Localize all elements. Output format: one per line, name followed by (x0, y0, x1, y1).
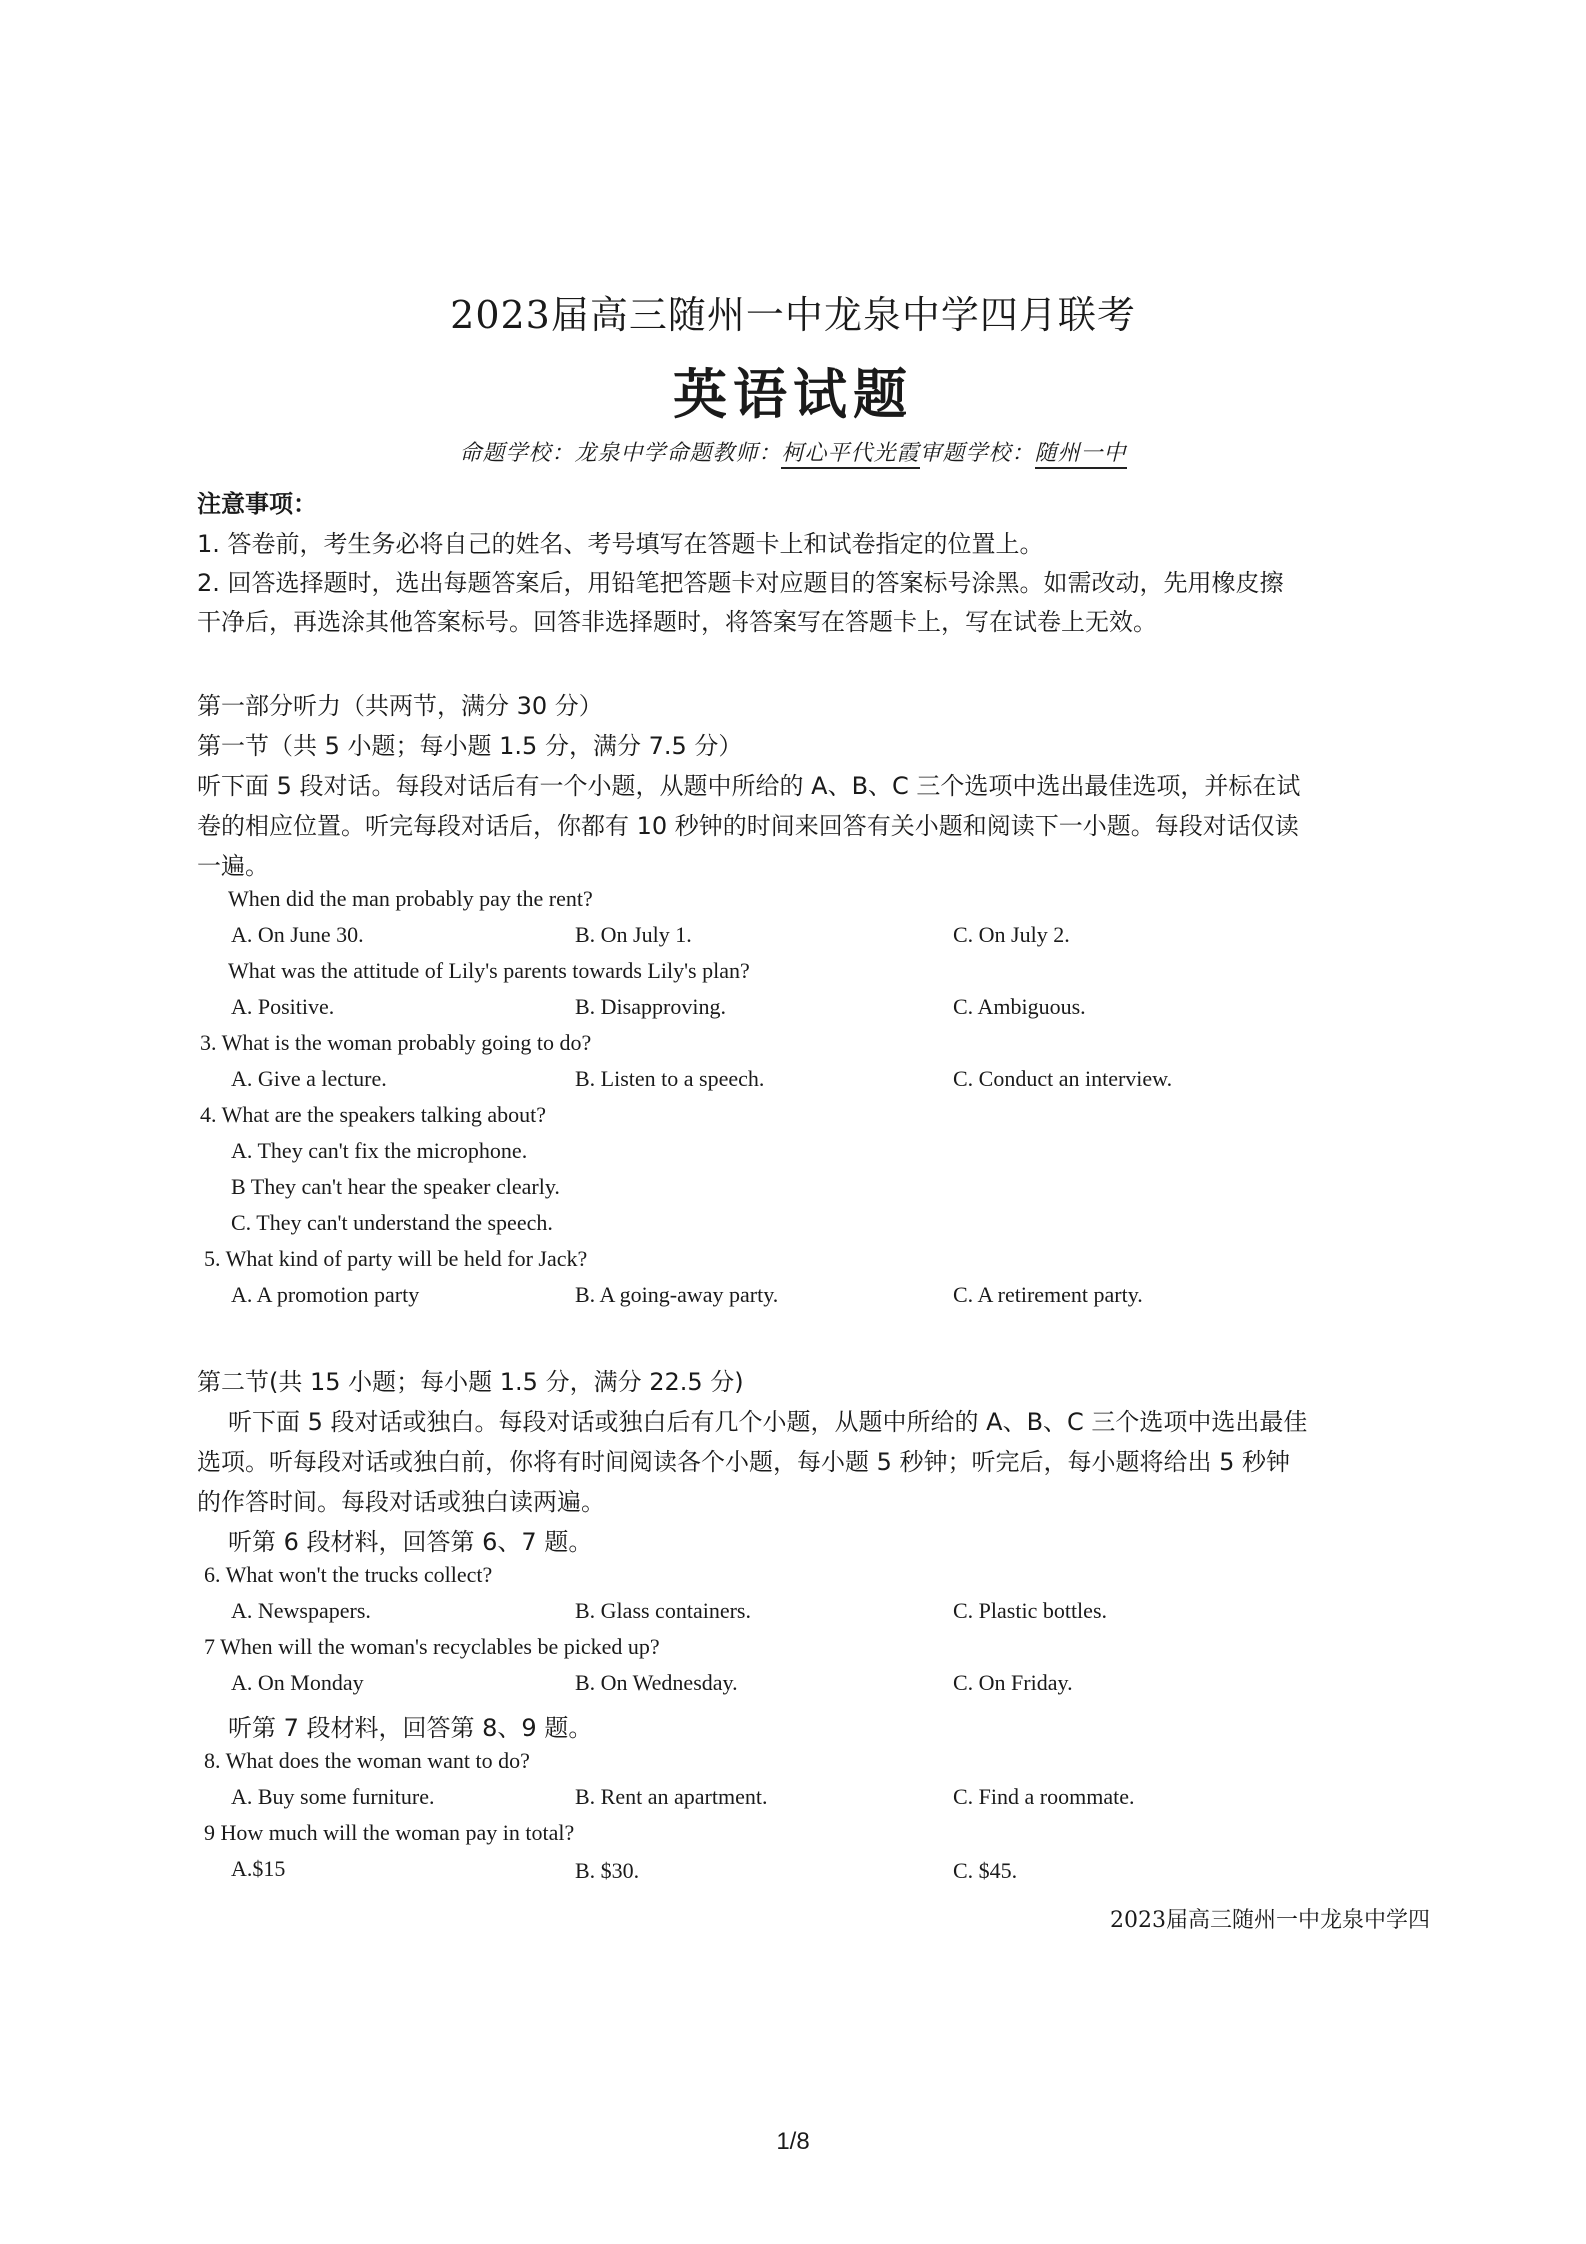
material-6-instruction: 听第 6 段材料，回答第 6、7 题。 (228, 1528, 593, 1556)
question-3-option-c: C. Conduct an interview. (953, 1066, 1173, 1091)
question-6-option-c: C. Plastic bottles. (953, 1598, 1107, 1623)
authors-mid: 审题学校： (919, 441, 1035, 466)
notice-item-2-line-1: 2. 回答选择题时，选出每题答案后，用铅笔把答题卡对应题目的答案标号涂黑。如需改动，先用橡皮擦 (197, 569, 1284, 597)
question-4-option-b: B They can't hear the speaker clearly. (231, 1174, 560, 1199)
authors-line (0, 436, 1586, 467)
section1-instructions-1: 听下面 5 段对话。每段对话后有一个小题，从题中所给的 A、B、C 三个选项中选出最佳选项，并标在试 (197, 772, 1301, 800)
question-6-option-b: B. Glass containers. (575, 1598, 751, 1623)
question-3-option-b: B. Listen to a speech. (575, 1066, 765, 1091)
section2-instructions-2: 选项。听每段对话或独白前，你将有时间阅读各个小题，每小题 5 秒钟；听完后，每小题将给出 5 秒钟 (197, 1448, 1291, 1476)
question-2-stem: What was the attitude of Lily's parents towards Lily's plan? (228, 958, 750, 983)
subject-title: 英语试题 (673, 363, 913, 426)
section2-heading: 第二节(共 15 小题；每小题 1.5 分，满分 22.5 分) (197, 1368, 744, 1396)
running-footer-title: 2023届高三随州一中龙泉中学四 (1110, 1908, 1430, 1933)
question-8-stem: 8. What does the woman want to do? (204, 1748, 530, 1773)
question-3-option-a: A. Give a lecture. (231, 1066, 387, 1091)
question-4-option-a: A. They can't fix the microphone. (231, 1138, 528, 1163)
question-1-stem: When did the man probably pay the rent? (228, 886, 593, 911)
page-number: 1/8 (776, 2128, 810, 2155)
question-5-option-c: C. A retirement party. (953, 1282, 1143, 1307)
section2-instructions-3: 的作答时间。每段对话或独白读两遍。 (197, 1488, 605, 1516)
part1-heading: 第一部分听力（共两节，满分 30 分） (197, 692, 603, 720)
question-9-option-b: B. $30. (575, 1858, 640, 1883)
notice-item-2-line-2: 干净后，再选涂其他答案标号。回答非选择题时，将答案写在答题卡上，写在试卷上无效。 (197, 608, 1157, 636)
question-2-option-b: B. Disapproving. (575, 994, 726, 1019)
question-8-option-a: A. Buy some furniture. (231, 1784, 435, 1809)
question-4-stem: 4. What are the speakers talking about? (200, 1102, 546, 1127)
material-7-instruction: 听第 7 段材料，回答第 8、9 题。 (228, 1714, 593, 1742)
question-5-stem: 5. What kind of party will be held for Jack? (204, 1246, 588, 1271)
question-8-option-b: B. Rent an apartment. (575, 1784, 768, 1809)
question-7-option-a: A. On Monday (231, 1670, 364, 1695)
question-2-option-c: C. Ambiguous. (953, 994, 1086, 1019)
authors-school: 随州一中 (1035, 441, 1127, 469)
question-9-stem: 9 How much will the woman pay in total? (204, 1820, 575, 1845)
question-1-option-a: A. On June 30. (231, 922, 364, 947)
question-4-option-c: C. They can't understand the speech. (231, 1210, 553, 1235)
question-5-option-b: B. A going-away party. (575, 1282, 779, 1307)
section2-instructions-1: 听下面 5 段对话或独白。每段对话或独白后有几个小题，从题中所给的 A、B、C 三个选项中选出最佳 (228, 1408, 1308, 1436)
authors-prefix: 命题学校：龙泉中学命题教师： (459, 441, 782, 466)
exam-title: 2023届高三随州一中龙泉中学四月联考 (450, 293, 1136, 337)
question-5-option-a: A. A promotion party (231, 1282, 420, 1307)
question-3-stem: 3. What is the woman probably going to do? (200, 1030, 592, 1055)
question-1-option-b: B. On July 1. (575, 922, 692, 947)
question-7-option-b: B. On Wednesday. (575, 1670, 738, 1695)
section1-instructions-3: 一遍。 (197, 852, 269, 880)
question-8-option-c: C. Find a roommate. (953, 1784, 1135, 1809)
question-9-option-a: A.$15 (231, 1856, 286, 1881)
question-7-stem: 7 When will the woman's recyclables be picked up? (204, 1634, 660, 1659)
authors-names: 柯心平代光霞 (781, 441, 919, 469)
question-9-option-c: C. $45. (953, 1858, 1018, 1883)
notice-item-1: 1. 答卷前，考生务必将自己的姓名、考号填写在答题卡上和试卷指定的位置上。 (197, 530, 1044, 558)
question-6-option-a: A. Newspapers. (231, 1598, 371, 1623)
section1-heading: 第一节（共 5 小题；每小题 1.5 分，满分 7.5 分） (197, 732, 743, 760)
question-2-option-a: A. Positive. (231, 994, 335, 1019)
question-6-stem: 6. What won't the trucks collect? (204, 1562, 493, 1587)
question-1-option-c: C. On July 2. (953, 922, 1070, 947)
section1-instructions-2: 卷的相应位置。听完每段对话后，你都有 10 秒钟的时间来回答有关小题和阅读下一小题。每段对话仅读 (197, 812, 1299, 840)
notice-heading: 注意事项： (197, 490, 317, 518)
question-7-option-c: C. On Friday. (953, 1670, 1073, 1695)
